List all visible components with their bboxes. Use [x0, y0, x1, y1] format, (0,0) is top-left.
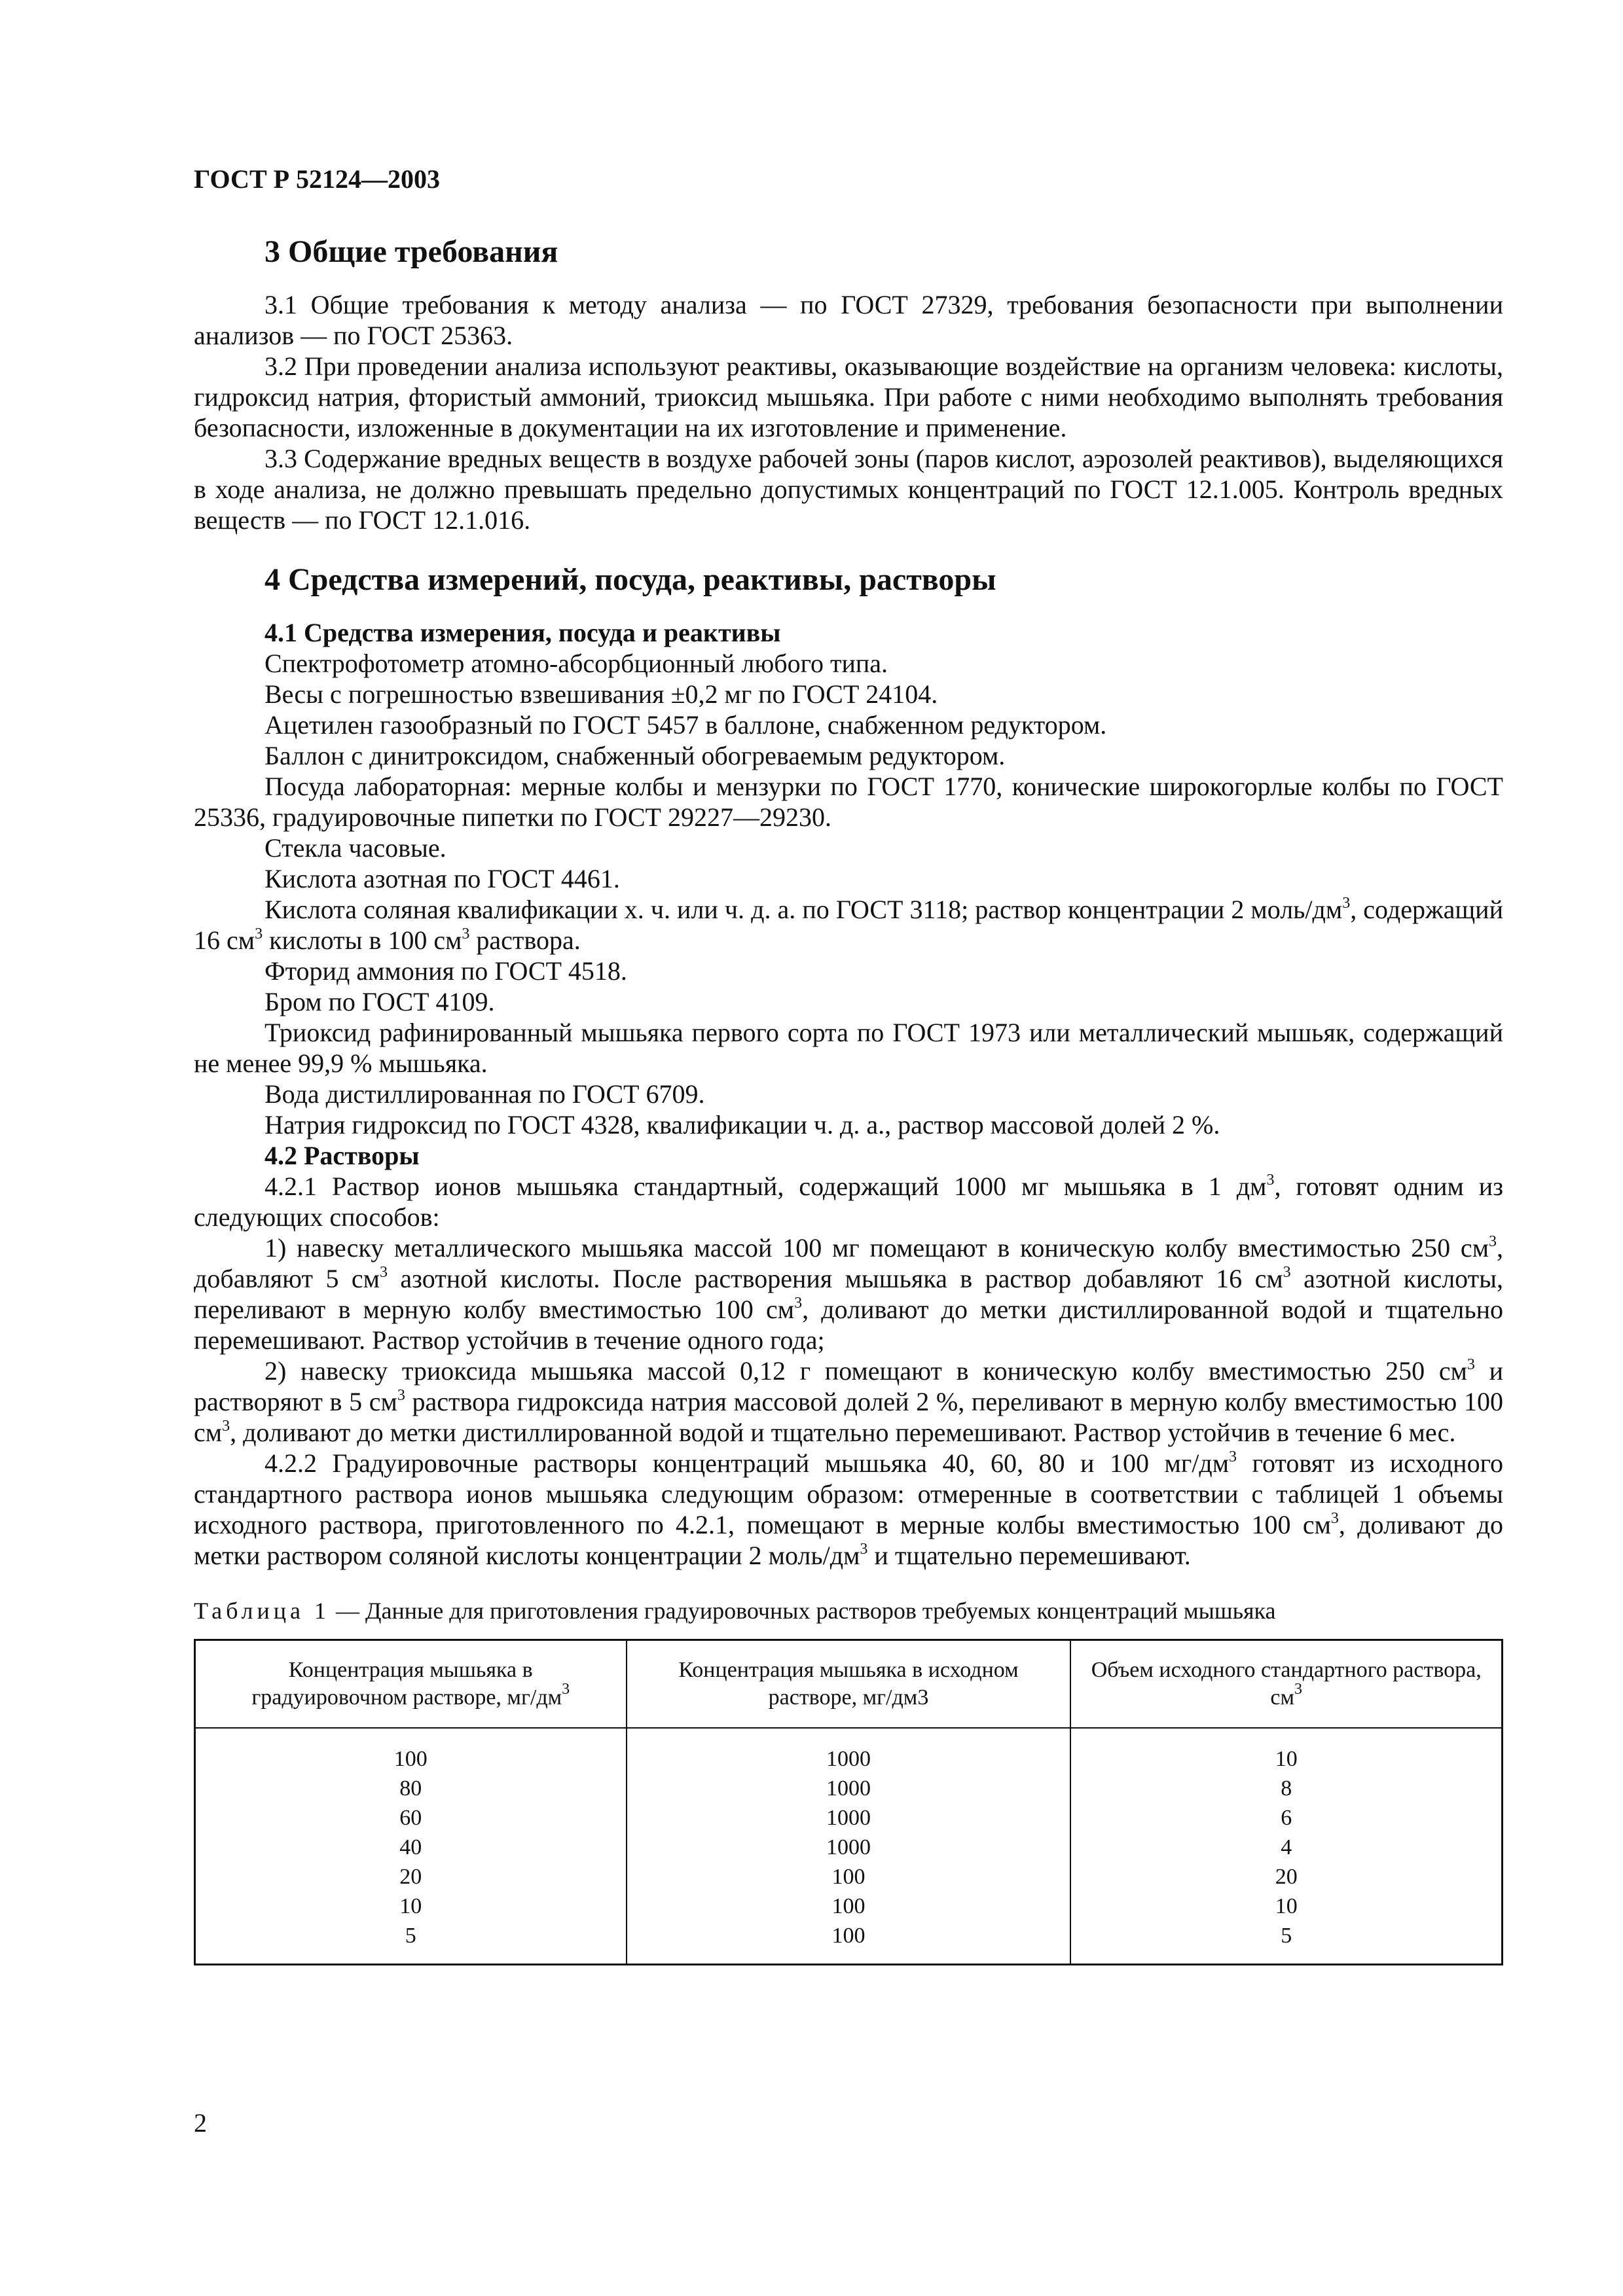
table-cell: 100	[831, 1894, 866, 1918]
method-2-paragraph: 2) навеску триоксида мышьяка массой 0,12 г помещают в коническую колбу вместимостью 250 $см^3$ и растворяют в 5 $см^3$ раствора гидроксида натрия массовой долей 2 %, переливают в мерную колбу вместимостью 100 $см^3$, доливают до метки дистиллированной водой и тщательно перемешивают. Раствор устойчив в течение 6 мес.	[194, 1356, 1503, 1447]
document-page	[194, 164, 1503, 1965]
paragraph-3-3: 3.3 Содержание вредных веществ в воздухе рабочей зоны (паров кислот, аэрозолей реактивов), выделяющихся в ходе анализа, не должно превышать предельно допустимых концентраций по ГОСТ 12.1.005. Контроль вредных веществ — по ГОСТ 12.1.016.	[194, 444, 1503, 535]
table-cell: 80	[399, 1776, 422, 1801]
table-column-source-concentration	[627, 1728, 1071, 1965]
page-number: 2	[194, 2108, 207, 2138]
table-cell: 6	[1281, 1806, 1292, 1830]
reagent-item: Натрия гидроксид по ГОСТ 4328, квалификации ч. д. а., раствор массовой долей 2 %.	[264, 1110, 1220, 1139]
table-cell: 1000	[826, 1806, 871, 1830]
equipment-item: Баллон с динитроксидом, снабженный обогреваемым редуктором.	[264, 741, 1006, 770]
column-header: Концентрация мышьяка в исходном растворе, мг/дм3	[627, 1640, 1071, 1729]
paragraph-4-2-2: 4.2.2 Градуировочные растворы концентраций мышьяка 40, 60, 80 и 100 $мг/дм^3$ готовят из исходного стандартного раствора ионов мышьяка следующим образом: отмеренные в соответствии с таблицей 1 объемы исходного раствора, приготовленного по 4.2.1, помещают в мерные колбы вместимостью 100 $см^3$, доливают до метки раствором соляной кислоты концентрации 2 моль/$дм^3$ и тщательно перемешивают.	[194, 1448, 1503, 1570]
method-1-paragraph: 1) навеску металлического мышьяка массой 100 мг помещают в коническую колбу вместимостью 250 $см^3$, добавляют 5 $см^3$ азотной кислоты. После растворения мышьяка в раствор добавляют 16 $см^3$ азотной кислоты, переливают в мерную колбу вместимостью 100 $см^3$, доливают до метки дистиллированной водой и тщательно перемешивают. Раствор устойчив в течение одного года;	[194, 1233, 1504, 1355]
equipment-item: Посуда лабораторная: мерные колбы и мензурки по ГОСТ 1770, конические широкогорлые колбы по ГОСТ 25336, градуировочные пипетки по ГОСТ 29227—29230.	[194, 772, 1503, 832]
subsection-4-2-title: 4.2 Растворы	[264, 1141, 420, 1170]
table-cell: 10	[1275, 1894, 1298, 1918]
table-column-target-concentration	[195, 1728, 627, 1965]
table-cell: 10	[399, 1894, 422, 1918]
table-cell: 1000	[826, 1835, 871, 1859]
column-header: Объем исходного стандартного раствора, $см^3$	[1070, 1640, 1502, 1729]
equipment-item: Кислота азотная по ГОСТ 4461.	[264, 864, 620, 893]
section-4-title: 4 Средства измерений, посуда, реактивы, растворы	[264, 562, 996, 597]
equipment-item: Стекла часовые.	[264, 833, 447, 863]
table-cell: 5	[405, 1924, 416, 1948]
equipment-item: Спектрофотометр атомно-абсорбционный любого типа.	[264, 649, 888, 678]
table-cell: 5	[1281, 1924, 1292, 1948]
table-cell: 100	[393, 1747, 428, 1771]
column-header: Концентрация мышьяка в градуировочном растворе, $мг/дм^3$	[195, 1640, 627, 1729]
table-label: Таблица 1	[194, 1598, 330, 1624]
subsection-4-1-title: 4.1 Средства измерения, посуда и реактивы	[264, 618, 781, 647]
equipment-item: Весы с погрешностью взвешивания ±0,2 мг по ГОСТ 24104.	[264, 679, 938, 709]
table-cell: 1000	[826, 1776, 871, 1801]
table-cell: 20	[399, 1865, 422, 1889]
table-caption-text: — Данные для приготовления градуировочных растворов требуемых концентраций мышьяка	[329, 1598, 1276, 1624]
table-cell: 40	[399, 1835, 422, 1859]
document-code: ГОСТ Р 52124—2003	[194, 164, 441, 194]
table-cell: 4	[1281, 1835, 1292, 1859]
reagent-item: Вода дистиллированная по ГОСТ 6709.	[264, 1079, 705, 1109]
calibration-table	[194, 1639, 1503, 1965]
table-cell: 8	[1281, 1776, 1292, 1801]
paragraph-3-2: 3.2 При проведении анализа используют реактивы, оказывающие воздействие на организм человека: кислоты, гидроксид натрия, фтористый аммоний, триоксид мышьяка. При работе с ними необходимо выполнять требования безопасности, изложенные в документации на их изготовление и применение.	[194, 351, 1503, 442]
table-cell: 100	[831, 1865, 866, 1889]
reagent-item: Триоксид рафинированный мышьяка первого сорта по ГОСТ 1973 или металлический мышьяк, содержащий не менее 99,9 % мышьяка.	[194, 1018, 1503, 1078]
table-cell: 100	[831, 1924, 866, 1948]
table-cell: 10	[1275, 1747, 1298, 1771]
paragraph-4-2-1: 4.2.1 Раствор ионов мышьяка стандартный, содержащий 1000 мг мышьяка в 1 $дм^3$, готовят одним из следующих способов:	[194, 1172, 1504, 1232]
reagent-item: Фторид аммония по ГОСТ 4518.	[264, 956, 627, 986]
table-cell: 20	[1275, 1865, 1298, 1889]
table-column-volume	[1070, 1728, 1502, 1965]
table-cell: 60	[399, 1806, 422, 1830]
table-caption	[194, 1597, 1503, 1624]
table-cell: 1000	[826, 1747, 871, 1771]
section-3-title: 3 Общие требования	[264, 234, 558, 269]
equipment-item: Ацетилен газообразный по ГОСТ 5457 в баллоне, снабженном редуктором.	[264, 710, 1107, 740]
hydrochloric-acid-item: Кислота соляная квалификации х. ч. или ч. д. а. по ГОСТ 3118; раствор концентрации 2 моль/$дм^3$, содержащий 16 $см^3$ кислоты в 100 $см^3$ раствора.	[194, 895, 1503, 955]
paragraph-3-1: 3.1 Общие требования к методу анализа — по ГОСТ 27329, требования безопасности при выполнении анализов — по ГОСТ 25363.	[194, 290, 1503, 350]
reagent-item: Бром по ГОСТ 4109.	[264, 987, 495, 1016]
